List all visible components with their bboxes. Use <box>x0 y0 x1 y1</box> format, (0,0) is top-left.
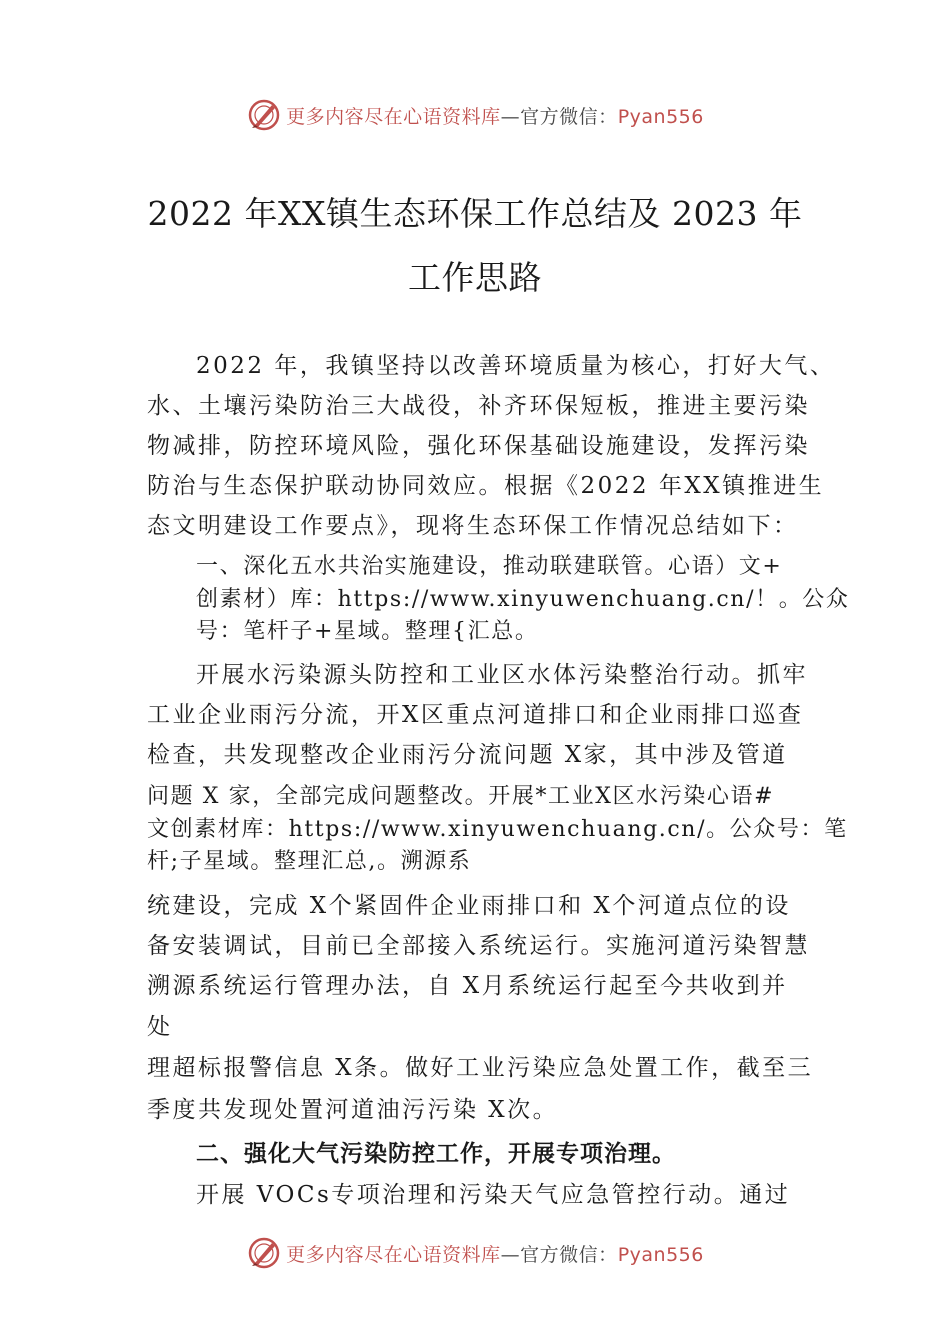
document-title-line-1: 2022 年XX镇生态环保工作总结及 2023 年 <box>147 194 803 233</box>
banner-separator: — <box>500 1243 521 1266</box>
body-line: 处 <box>147 1014 173 1040</box>
body-line: 开展水污染源头防控和工业区水体污染整治行动。抓牢 <box>196 662 808 688</box>
watermark-banner-bottom <box>0 1233 950 1273</box>
banner-wechat-label: 官方微信： <box>520 1243 618 1266</box>
body-line: 理超标报警信息 X条。做好工业污染应急处置工作，截至三 <box>147 1055 814 1081</box>
body-line: 开展 VOCs专项治理和污染天气应急管控行动。通过 <box>196 1182 791 1208</box>
body-line: 统建设，完成 X个紧固件企业雨排口和 X个河道点位的设 <box>147 893 791 919</box>
body-line: 号：笔杆子+星域。整理{汇总。 <box>196 619 539 644</box>
body-line: 工业企业雨污分流，开X区重点河道排口和企业雨排口巡查 <box>147 702 804 728</box>
body-line: 创素材）库：https://www.xinyuwenchuang.cn/！。公众 <box>196 587 850 612</box>
body-line: 检查，共发现整改企业雨污分流问题 X家，其中涉及管道 <box>147 742 788 768</box>
pen-seal-logo-icon <box>246 97 282 133</box>
body-line: 防治与生态保护联动协同效应。根据《2022 年XX镇推进生 <box>147 473 825 499</box>
body-line: 态文明建设工作要点》，现将生态环保工作情况总结如下： <box>147 513 799 539</box>
body-line: 问题 X 家，全部完成问题整改。开展*工业X区水污染心语# <box>147 784 775 809</box>
section-heading-2: 二、强化大气污染防控工作，开展专项治理。 <box>196 1141 676 1167</box>
body-line: 水、土壤污染防治三大战役，补齐环保短板，推进主要污染 <box>147 393 810 419</box>
banner-main-text: 更多内容尽在心语资料库 <box>286 1243 501 1266</box>
body-line: 溯源系统运行管理办法，自 X月系统运行起至今共收到并 <box>147 973 788 999</box>
section-heading-1: 一、深化五水共治实施建设，推动联建联管。心语）文+ <box>196 554 783 579</box>
banner-wechat-id: Pyan556 <box>617 105 704 128</box>
body-line: 备安装调试，目前已全部接入系统运行。实施河道污染智慧 <box>147 933 810 959</box>
body-line: 2022 年，我镇坚持以改善环境质量为核心，打好大气、 <box>196 353 836 379</box>
body-line: 季度共发现处置河道油污污染 X次。 <box>147 1097 559 1123</box>
banner-wechat-label: 官方微信： <box>520 105 618 128</box>
pen-seal-logo-icon <box>246 1235 282 1271</box>
banner-separator: — <box>500 105 521 128</box>
banner-main-text: 更多内容尽在心语资料库 <box>286 105 501 128</box>
body-line: 杆;子星域。整理汇总,。溯源系 <box>147 849 472 874</box>
body-line: 物减排，防控环境风险，强化环保基础设施建设，发挥污染 <box>147 433 810 459</box>
document-title-line-2: 工作思路 <box>408 258 542 297</box>
banner-wechat-id: Pyan556 <box>617 1243 704 1266</box>
watermark-banner-top <box>0 95 950 135</box>
body-line: 文创素材库：https://www.xinyuwenchuang.cn/。公众号：笔 <box>147 817 848 842</box>
